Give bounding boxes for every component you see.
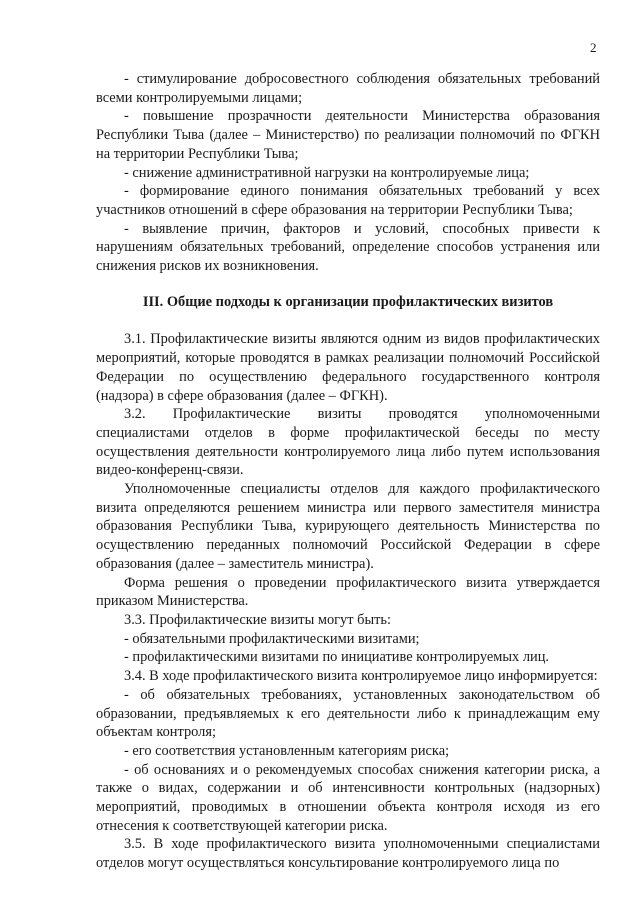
paragraph: - об обязательных требованиях, установленных законодательством об образовании, предъявляемых к его деятельности либо к принадлежащим ему объектам контроля; xyxy=(96,686,600,741)
paragraph: 3.1. Профилактические визиты являются одним из видов профилактических мероприятий, которые проводятся в рамках реализации полномочий Российской Федерации по осуществлению федерального государственного контроля (надзора) в сфере образования (далее – ФГКН). xyxy=(96,331,600,404)
paragraph: - обязательными профилактическими визитами; xyxy=(124,630,420,647)
document-body xyxy=(96,70,600,873)
paragraph: - выявление причин, факторов и условий, способных привести к нарушениям обязательных требований, определение способов устранения или снижения рисков их возникновения. xyxy=(96,220,600,275)
paragraph: 3.4. В ходе профилактического визита контролируемое лицо информируется: xyxy=(124,668,598,685)
paragraph: 3.5. В ходе профилактического визита уполномоченными специалистами отделов могут осуществляться консультирование контролируемого лица по xyxy=(96,836,600,872)
paragraph: 3.2. Профилактические визиты проводятся уполномоченными специалистами отделов в форме профилактической беседы по месту осуществления деятельности контролируемого лица либо путем использования видео-конференц-связи. xyxy=(96,406,600,479)
paragraph: - об основаниях и о рекомендуемых способах снижения категории риска, а также о видах, содержании и об интенсивности контрольных (надзорных) мероприятий, проводимых в отношении объекта контроля исходя из его отнесения к соответствующей категории риска. xyxy=(96,761,600,834)
paragraph: 3.3. Профилактические визиты могут быть: xyxy=(124,611,391,628)
paragraph: - профилактическими визитами по инициативе контролируемых лиц. xyxy=(124,649,550,666)
paragraph: - повышение прозрачности деятельности Министерства образования Республики Тыва (далее – Министерство) по реализации полномочий по ФГКН на территории Республики Тыва; xyxy=(96,108,600,162)
paragraph: Уполномоченные специалисты отделов для каждого профилактического визита определяются решением министра или первого заместителя министра образования Республики Тыва, курирующего деятельность Министерства по осуществлению переданных полномочий Российской Федерации в сфере образования (далее – заместитель министра). xyxy=(96,481,600,572)
paragraph: - стимулирование добросовестного соблюдения обязательных требований всеми контролируемыми лицами; xyxy=(96,71,600,106)
paragraph: Форма решения о проведении профилактического визита утверждается приказом Министерства. xyxy=(96,574,600,610)
paragraph: - его соответствия установленным категориям риска; xyxy=(124,742,450,759)
section-title: III. Общие подходы к организации профилактических визитов xyxy=(142,293,554,310)
paragraph: - снижение административной нагрузки на контролируемые лица; xyxy=(124,164,530,181)
page-number: 2 xyxy=(590,40,597,55)
paragraph: - формирование единого понимания обязательных требований у всех участников отношений в сфере образования на территории Республики Тыва; xyxy=(96,183,600,218)
